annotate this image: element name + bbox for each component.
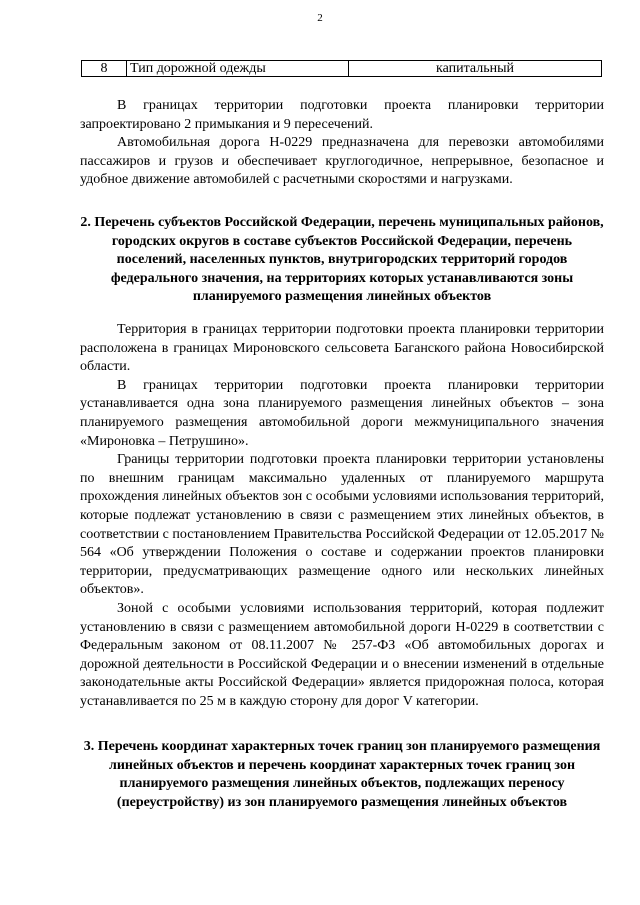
intro-paragraph-2: Автомобильная дорога Н-0229 предназначена для перевозки автомобилями пассажиров и грузов и обеспечивает круглогодичное, непрерывное, безопасное и удобное движение автомобилей с расчетными скоростями и нагрузками.: [80, 135, 604, 188]
section-3-heading: 3. Перечень координат характерных точек границ зон планируемого размещения линейных объектов и перечень координат характерных точек границ зон планируемого размещения линейных объектов, подлежащих переносу (переустройству) из зон планируемого размещения линейных объектов: [83, 739, 601, 810]
section-2-paragraph-4: Зоной с особыми условиями использования территорий, которая подлежит установлению в связи с размещением автомобильной дороги Н-0229 в соответствии с Федеральным законом от 08.11.2007 № 257-ФЗ «Об автомобильных дорогах и дорожной деятельности в Российской Федерации и о внесении изменений в отдельные законодательные акты Российской Федерации» является придорожная полоса, которая устанавливается по 25 м в каждую сторону для дорог V категории.: [80, 600, 604, 709]
row-number: 8: [82, 61, 127, 77]
table-row: [82, 61, 602, 77]
parameters-table: [81, 60, 602, 77]
row-parameter-name: Тип дорожной одежды: [127, 61, 349, 77]
intro-paragraph-1: В границах территории подготовки проекта планировки территории запроектировано 2 примыкания и 9 пересечений.: [80, 98, 604, 132]
section-2-heading: 2. Перечень субъектов Российской Федерации, перечень муниципальных районов, городских округов в составе субъектов Российской Федерации, перечень поселений, населенных пунктов, внутригородских территорий городов федерального значения, на территориях которых устанавливаются зоны планируемого размещения линейных объектов: [80, 215, 604, 305]
section-2-body: [80, 321, 604, 711]
section-2-paragraph-1: Территория в границах территории подготовки проекта планировки территории расположена в границах Мироновского сельсовета Баганского района Новосибирской области.: [80, 322, 604, 375]
section-2-paragraph-3: Границы территории подготовки проекта планировки территории установлены по внешним границам максимально удаленных от планируемого маршрута прохождения линейных объектов зон с особыми условиями использования территорий, которые подлежат установлению в связи с размещением этих линейных объектов, в соответствии с постановлением Правительства Российской Федерации от 12.05.2017 № 564 «Об утверждении Положения о составе и содержании проектов планировки территории, предусматривающих размещение одного или нескольких линейных объектов».: [80, 452, 604, 598]
intro-block: [80, 97, 604, 190]
section-2: [80, 214, 604, 307]
section-2-paragraph-2: В границах территории подготовки проекта планировки территории устанавливается одна зона планируемого размещения линейных объектов – зона планируемого размещения автомобильной дороги межмуниципального значения «Мироновка – Петрушино».: [80, 377, 604, 449]
section-3: [80, 738, 604, 812]
page-number: 2: [317, 12, 323, 24]
row-parameter-value: капитальный: [349, 61, 602, 77]
